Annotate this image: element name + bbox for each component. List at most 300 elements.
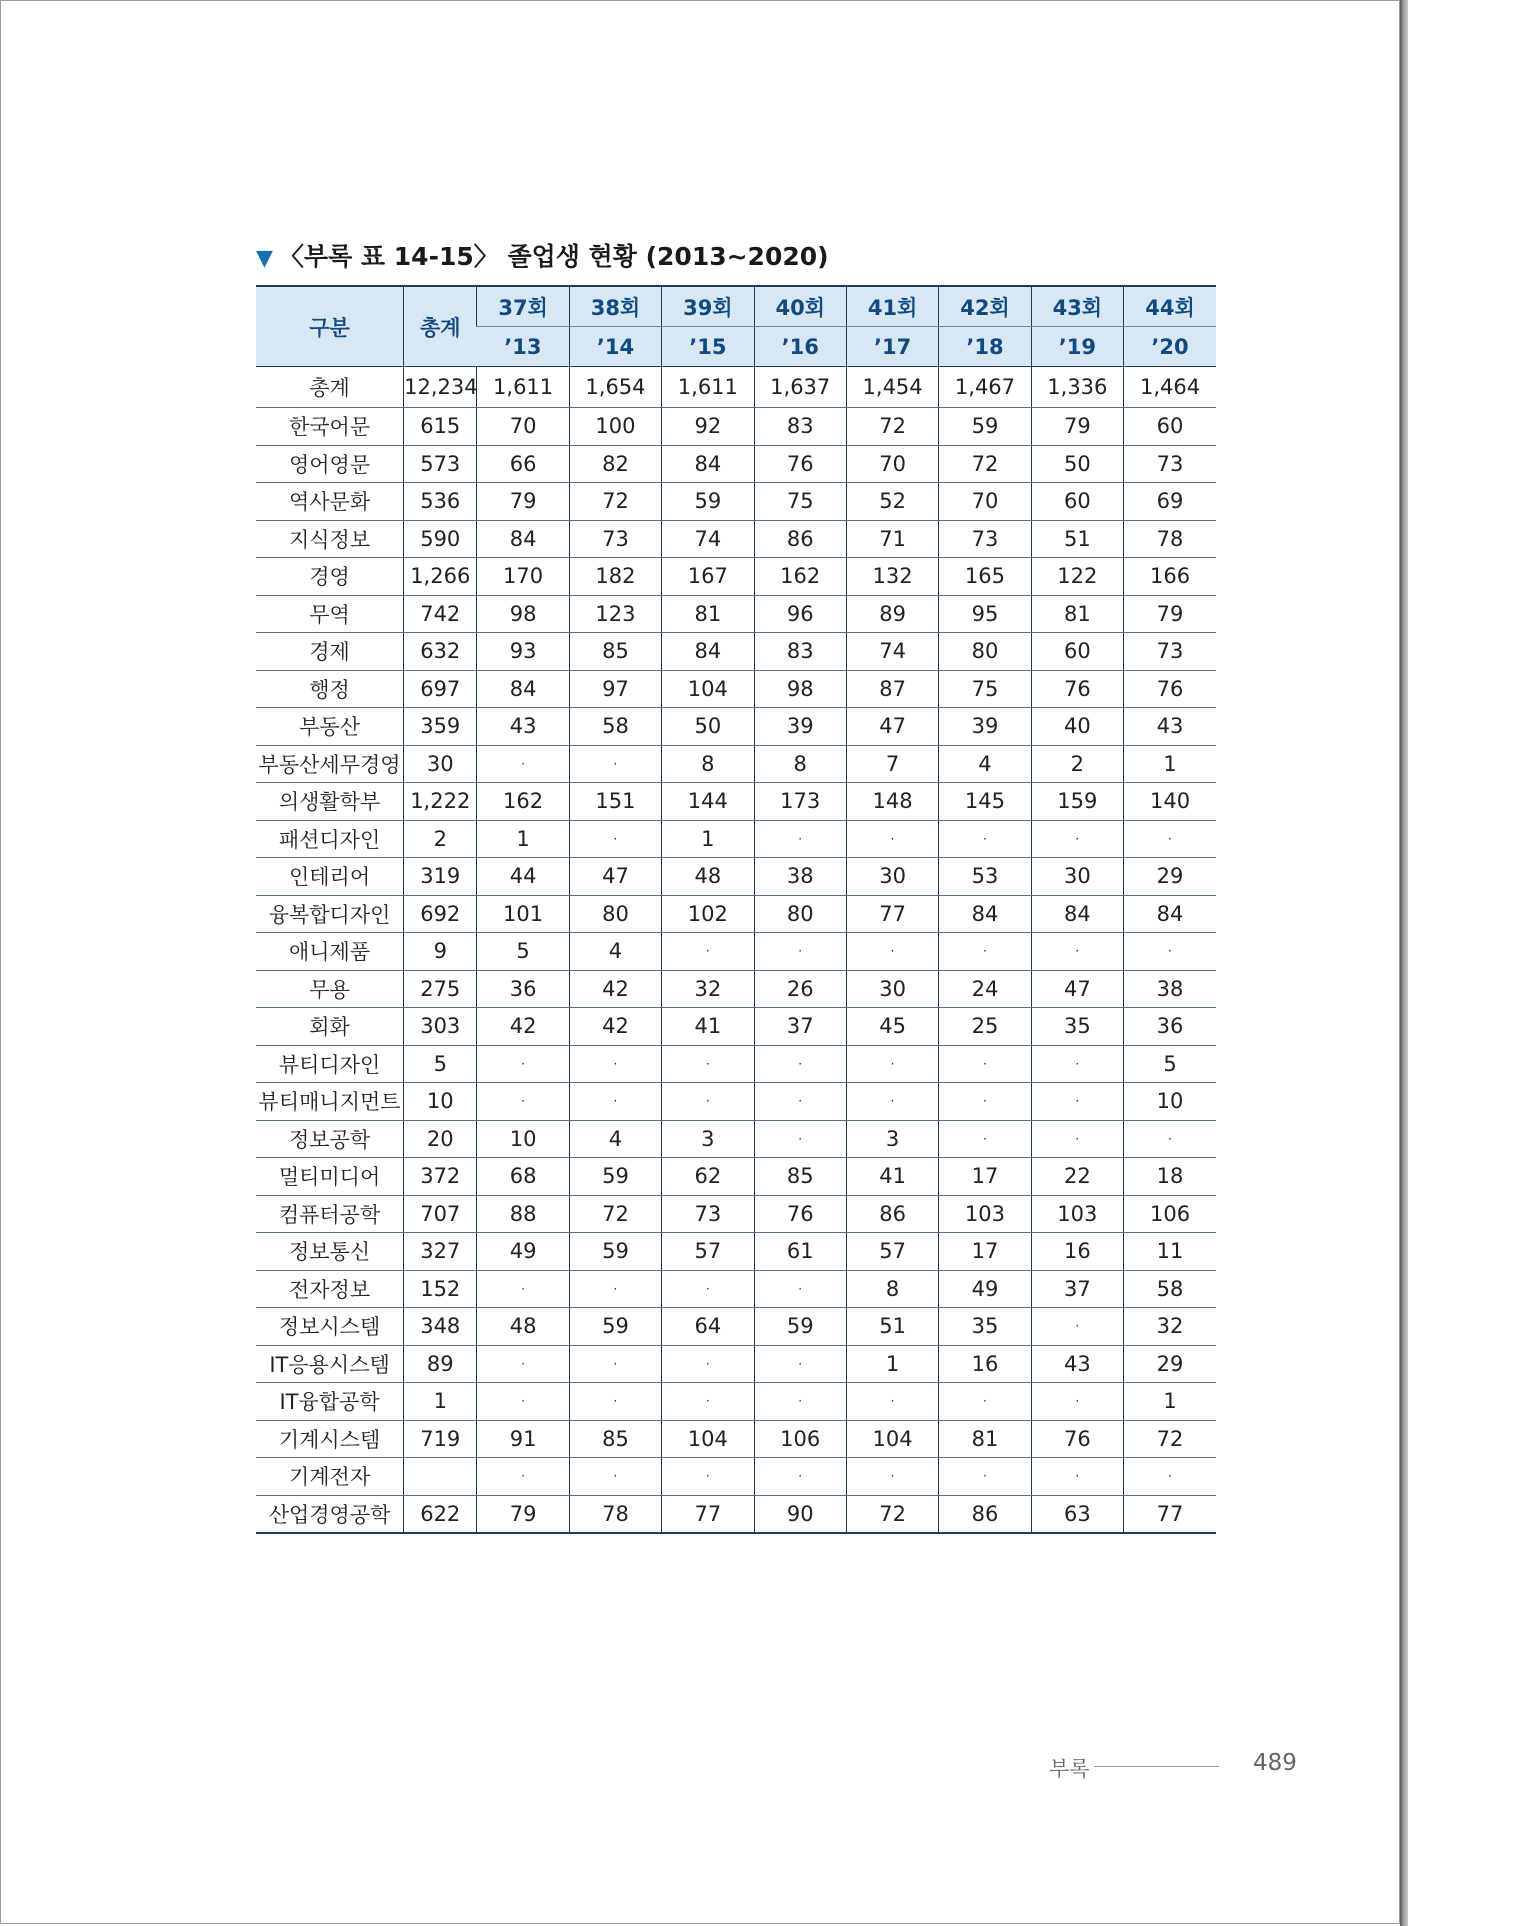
value-cell: 48 — [662, 858, 754, 896]
value-cell: · — [477, 745, 569, 783]
table-row — [256, 1233, 1216, 1271]
value-cell: 85 — [754, 1158, 846, 1196]
table-row — [256, 1008, 1216, 1046]
total-cell: 707 — [404, 1195, 477, 1233]
value-cell: 106 — [754, 1420, 846, 1458]
value-cell: 18 — [1124, 1158, 1216, 1196]
value-cell: 43 — [477, 708, 569, 746]
value-cell: 72 — [939, 445, 1031, 483]
total-cell: 319 — [404, 858, 477, 896]
row-label-cell: 총계 — [256, 367, 404, 408]
value-cell: 4 — [569, 933, 661, 971]
value-cell: 78 — [569, 1495, 661, 1533]
value-cell: 1 — [846, 1345, 938, 1383]
table-row — [256, 408, 1216, 446]
value-cell: 77 — [662, 1495, 754, 1533]
row-label-cell: 지식정보 — [256, 520, 404, 558]
table-row — [256, 783, 1216, 821]
value-cell: 159 — [1031, 783, 1123, 821]
value-cell: 5 — [1124, 1045, 1216, 1083]
value-cell: · — [1031, 1045, 1123, 1083]
value-cell: · — [846, 933, 938, 971]
value-cell: 167 — [662, 558, 754, 596]
header-year: ’13 — [477, 327, 569, 367]
total-cell: 152 — [404, 1270, 477, 1308]
table-row — [256, 1083, 1216, 1121]
value-cell: · — [1124, 820, 1216, 858]
value-cell: 84 — [662, 445, 754, 483]
value-cell: · — [754, 1120, 846, 1158]
table-row — [256, 1345, 1216, 1383]
row-label-cell: 패션디자인 — [256, 820, 404, 858]
value-cell: 79 — [1031, 408, 1123, 446]
value-cell: 84 — [939, 895, 1031, 933]
value-cell: · — [754, 1383, 846, 1421]
value-cell: 3 — [662, 1120, 754, 1158]
value-cell: 97 — [569, 670, 661, 708]
value-cell: · — [1031, 1383, 1123, 1421]
value-cell: · — [662, 1345, 754, 1383]
value-cell: 81 — [939, 1420, 1031, 1458]
graduates-table — [256, 285, 1216, 1534]
total-cell: 30 — [404, 745, 477, 783]
row-label-cell: 기계전자 — [256, 1458, 404, 1496]
row-label-cell: 뷰티매니지먼트 — [256, 1083, 404, 1121]
value-cell: 84 — [477, 520, 569, 558]
value-cell: 166 — [1124, 558, 1216, 596]
value-cell: 92 — [662, 408, 754, 446]
value-cell: 4 — [939, 745, 1031, 783]
value-cell: 4 — [569, 1120, 661, 1158]
value-cell: 104 — [846, 1420, 938, 1458]
value-cell: 1 — [662, 820, 754, 858]
table-row — [256, 895, 1216, 933]
total-cell: 89 — [404, 1345, 477, 1383]
value-cell: · — [939, 933, 1031, 971]
value-cell: 42 — [569, 970, 661, 1008]
value-cell: 106 — [1124, 1195, 1216, 1233]
value-cell: 83 — [754, 408, 846, 446]
value-cell: 38 — [1124, 970, 1216, 1008]
value-cell: 75 — [939, 670, 1031, 708]
value-cell: 78 — [1124, 520, 1216, 558]
row-label-cell: 정보공학 — [256, 1120, 404, 1158]
value-cell: 51 — [846, 1308, 938, 1346]
value-cell: 72 — [569, 1195, 661, 1233]
value-cell: 70 — [477, 408, 569, 446]
value-cell: 32 — [662, 970, 754, 1008]
total-cell: 9 — [404, 933, 477, 971]
header-session: 39회 — [662, 286, 754, 327]
value-cell: · — [569, 745, 661, 783]
table-row — [256, 745, 1216, 783]
total-cell: 622 — [404, 1495, 477, 1533]
value-cell: 57 — [662, 1233, 754, 1271]
row-label-cell: 산업경영공학 — [256, 1495, 404, 1533]
row-label-cell: 부동산세무경영 — [256, 745, 404, 783]
value-cell: 36 — [477, 970, 569, 1008]
total-cell: 20 — [404, 1120, 477, 1158]
value-cell: 17 — [939, 1158, 1031, 1196]
value-cell: 61 — [754, 1233, 846, 1271]
total-cell: 10 — [404, 1083, 477, 1121]
value-cell: 162 — [754, 558, 846, 596]
value-cell: 3 — [846, 1120, 938, 1158]
value-cell: 74 — [662, 520, 754, 558]
value-cell: · — [569, 1383, 661, 1421]
page-number: 489 — [1253, 1750, 1297, 1776]
value-cell: 76 — [1031, 670, 1123, 708]
row-label-cell: 경제 — [256, 633, 404, 671]
table-row — [256, 1158, 1216, 1196]
value-cell: 104 — [662, 1420, 754, 1458]
value-cell: 39 — [939, 708, 1031, 746]
row-label-cell: 뷰티디자인 — [256, 1045, 404, 1083]
value-cell: 64 — [662, 1308, 754, 1346]
value-cell: 71 — [846, 520, 938, 558]
header-session: 38회 — [569, 286, 661, 327]
table-row — [256, 858, 1216, 896]
value-cell: · — [846, 1458, 938, 1496]
value-cell: 72 — [569, 483, 661, 521]
value-cell: 80 — [939, 633, 1031, 671]
value-cell: 58 — [1124, 1270, 1216, 1308]
value-cell: · — [569, 1270, 661, 1308]
value-cell: 96 — [754, 595, 846, 633]
value-cell: 84 — [662, 633, 754, 671]
row-label-cell: IT융합공학 — [256, 1383, 404, 1421]
table-row — [256, 1195, 1216, 1233]
value-cell: 72 — [846, 1495, 938, 1533]
row-label-cell: 무역 — [256, 595, 404, 633]
header-category: 구분 — [256, 286, 404, 367]
table-body — [256, 367, 1216, 1534]
row-label-cell: 무용 — [256, 970, 404, 1008]
header-year: ’15 — [662, 327, 754, 367]
total-cell: 697 — [404, 670, 477, 708]
value-cell: 25 — [939, 1008, 1031, 1046]
value-cell: 16 — [1031, 1233, 1123, 1271]
row-label-cell: 정보통신 — [256, 1233, 404, 1271]
value-cell: 93 — [477, 633, 569, 671]
header-session: 44회 — [1124, 286, 1216, 327]
total-cell: 327 — [404, 1233, 477, 1271]
value-cell: 44 — [477, 858, 569, 896]
value-cell: 41 — [846, 1158, 938, 1196]
header-year: ’16 — [754, 327, 846, 367]
row-label-cell: 정보시스템 — [256, 1308, 404, 1346]
value-cell: 10 — [1124, 1083, 1216, 1121]
total-cell: 1 — [404, 1383, 477, 1421]
value-cell: 132 — [846, 558, 938, 596]
value-cell: 66 — [477, 445, 569, 483]
value-cell: 48 — [477, 1308, 569, 1346]
value-cell: 26 — [754, 970, 846, 1008]
value-cell: 43 — [1031, 1345, 1123, 1383]
table-row — [256, 367, 1216, 408]
value-cell: 103 — [939, 1195, 1031, 1233]
value-cell: 60 — [1031, 483, 1123, 521]
value-cell: · — [477, 1045, 569, 1083]
value-cell: 1,654 — [569, 367, 661, 408]
value-cell: · — [569, 1345, 661, 1383]
value-cell: 165 — [939, 558, 1031, 596]
value-cell: 73 — [569, 520, 661, 558]
value-cell: · — [939, 1045, 1031, 1083]
value-cell: 59 — [569, 1158, 661, 1196]
value-cell: 30 — [846, 858, 938, 896]
table-row — [256, 483, 1216, 521]
value-cell: 29 — [1124, 858, 1216, 896]
value-cell: 104 — [662, 670, 754, 708]
table-row — [256, 1308, 1216, 1346]
total-cell: 359 — [404, 708, 477, 746]
value-cell: 87 — [846, 670, 938, 708]
value-cell: · — [1031, 1120, 1123, 1158]
row-label-cell: 한국어문 — [256, 408, 404, 446]
value-cell: 59 — [754, 1308, 846, 1346]
table-row — [256, 633, 1216, 671]
value-cell: 69 — [1124, 483, 1216, 521]
value-cell: · — [754, 820, 846, 858]
table-row — [256, 445, 1216, 483]
table-row — [256, 1420, 1216, 1458]
value-cell: 68 — [477, 1158, 569, 1196]
row-label-cell: 행정 — [256, 670, 404, 708]
value-cell: 83 — [754, 633, 846, 671]
header-year: ’20 — [1124, 327, 1216, 367]
value-cell: · — [662, 1383, 754, 1421]
value-cell: · — [1124, 1458, 1216, 1496]
value-cell: · — [662, 1083, 754, 1121]
value-cell: 77 — [1124, 1495, 1216, 1533]
value-cell: 52 — [846, 483, 938, 521]
value-cell: 1 — [477, 820, 569, 858]
total-cell: 348 — [404, 1308, 477, 1346]
value-cell: 59 — [569, 1233, 661, 1271]
value-cell: 86 — [754, 520, 846, 558]
value-cell: 70 — [846, 445, 938, 483]
value-cell: 182 — [569, 558, 661, 596]
value-cell: 140 — [1124, 783, 1216, 821]
value-cell: 1,467 — [939, 367, 1031, 408]
value-cell: 35 — [1031, 1008, 1123, 1046]
value-cell: 84 — [1031, 895, 1123, 933]
value-cell: · — [846, 1383, 938, 1421]
value-cell: 76 — [1031, 1420, 1123, 1458]
value-cell: 151 — [569, 783, 661, 821]
total-cell: 719 — [404, 1420, 477, 1458]
row-label-cell: 애니제품 — [256, 933, 404, 971]
row-label-cell: 부동산 — [256, 708, 404, 746]
table-row — [256, 595, 1216, 633]
value-cell: 58 — [569, 708, 661, 746]
table-row — [256, 670, 1216, 708]
value-cell: · — [662, 1270, 754, 1308]
value-cell: 72 — [1124, 1420, 1216, 1458]
value-cell: · — [662, 1458, 754, 1496]
value-cell: · — [754, 1345, 846, 1383]
value-cell: 79 — [477, 1495, 569, 1533]
value-cell: 47 — [846, 708, 938, 746]
row-label-cell: 역사문화 — [256, 483, 404, 521]
table-title-text: 〈부록 표 14-15〉 졸업생 현황 (2013~2020) — [278, 242, 829, 271]
value-cell: 43 — [1124, 708, 1216, 746]
value-cell: 50 — [662, 708, 754, 746]
row-label-cell: 경영 — [256, 558, 404, 596]
value-cell: 74 — [846, 633, 938, 671]
value-cell: 82 — [569, 445, 661, 483]
value-cell: 24 — [939, 970, 1031, 1008]
row-label-cell: 융복합디자인 — [256, 895, 404, 933]
value-cell: 40 — [1031, 708, 1123, 746]
value-cell: · — [477, 1383, 569, 1421]
total-cell: 303 — [404, 1008, 477, 1046]
value-cell: · — [754, 1458, 846, 1496]
value-cell: 32 — [1124, 1308, 1216, 1346]
value-cell: 10 — [477, 1120, 569, 1158]
value-cell: · — [754, 1083, 846, 1121]
value-cell: · — [569, 1083, 661, 1121]
total-cell: 12,234 — [404, 367, 477, 408]
value-cell: 88 — [477, 1195, 569, 1233]
header-session: 37회 — [477, 286, 569, 327]
total-cell: 590 — [404, 520, 477, 558]
value-cell: · — [1031, 1083, 1123, 1121]
value-cell: · — [1124, 933, 1216, 971]
table-row — [256, 708, 1216, 746]
value-cell: 98 — [754, 670, 846, 708]
value-cell: 1,611 — [662, 367, 754, 408]
value-cell: 60 — [1124, 408, 1216, 446]
value-cell: 16 — [939, 1345, 1031, 1383]
value-cell: 57 — [846, 1233, 938, 1271]
value-cell: 123 — [569, 595, 661, 633]
value-cell: · — [939, 1383, 1031, 1421]
total-cell: 1,266 — [404, 558, 477, 596]
value-cell: · — [569, 1045, 661, 1083]
value-cell: 63 — [1031, 1495, 1123, 1533]
value-cell: 80 — [569, 895, 661, 933]
value-cell: 29 — [1124, 1345, 1216, 1383]
value-cell: 90 — [754, 1495, 846, 1533]
total-cell: 372 — [404, 1158, 477, 1196]
value-cell: 59 — [569, 1308, 661, 1346]
value-cell: 49 — [477, 1233, 569, 1271]
value-cell: 79 — [1124, 595, 1216, 633]
value-cell: 30 — [846, 970, 938, 1008]
value-cell: · — [1124, 1120, 1216, 1158]
value-cell: 76 — [754, 445, 846, 483]
page-edge-shadow — [1400, 0, 1408, 1926]
table-row — [256, 1270, 1216, 1308]
value-cell: 8 — [662, 745, 754, 783]
total-cell: 2 — [404, 820, 477, 858]
row-label-cell: 의생활학부 — [256, 783, 404, 821]
value-cell: · — [662, 1045, 754, 1083]
value-cell: 1,336 — [1031, 367, 1123, 408]
value-cell: · — [1031, 933, 1123, 971]
value-cell: 49 — [939, 1270, 1031, 1308]
total-cell: 692 — [404, 895, 477, 933]
value-cell: 62 — [662, 1158, 754, 1196]
value-cell: 79 — [477, 483, 569, 521]
value-cell: 59 — [939, 408, 1031, 446]
value-cell: 8 — [846, 1270, 938, 1308]
header-year: ’18 — [939, 327, 1031, 367]
value-cell: · — [754, 1270, 846, 1308]
total-cell: 1,222 — [404, 783, 477, 821]
value-cell: 1 — [1124, 1383, 1216, 1421]
row-label-cell: 영어영문 — [256, 445, 404, 483]
value-cell: 76 — [754, 1195, 846, 1233]
value-cell: · — [754, 933, 846, 971]
table-row — [256, 1383, 1216, 1421]
value-cell: · — [939, 1083, 1031, 1121]
value-cell: 22 — [1031, 1158, 1123, 1196]
table-row — [256, 1045, 1216, 1083]
value-cell: 148 — [846, 783, 938, 821]
value-cell: · — [1031, 1458, 1123, 1496]
value-cell: 144 — [662, 783, 754, 821]
header-year: ’19 — [1031, 327, 1123, 367]
total-cell: 275 — [404, 970, 477, 1008]
value-cell: 98 — [477, 595, 569, 633]
value-cell: 81 — [1031, 595, 1123, 633]
value-cell: 1,454 — [846, 367, 938, 408]
value-cell: · — [1031, 1308, 1123, 1346]
value-cell: 50 — [1031, 445, 1123, 483]
table-row — [256, 1495, 1216, 1533]
value-cell: 84 — [477, 670, 569, 708]
row-label-cell: 기계시스템 — [256, 1420, 404, 1458]
value-cell: 45 — [846, 1008, 938, 1046]
value-cell: 1,637 — [754, 367, 846, 408]
value-cell: 100 — [569, 408, 661, 446]
table-row — [256, 970, 1216, 1008]
row-label-cell: 회화 — [256, 1008, 404, 1046]
value-cell: · — [754, 1045, 846, 1083]
table-row — [256, 520, 1216, 558]
value-cell: · — [846, 1045, 938, 1083]
value-cell: 70 — [939, 483, 1031, 521]
header-session: 42회 — [939, 286, 1031, 327]
value-cell: 103 — [1031, 1195, 1123, 1233]
row-label-cell: 전자정보 — [256, 1270, 404, 1308]
value-cell: · — [477, 1083, 569, 1121]
value-cell: 42 — [477, 1008, 569, 1046]
value-cell: 8 — [754, 745, 846, 783]
total-cell: 5 — [404, 1045, 477, 1083]
value-cell: · — [569, 1458, 661, 1496]
value-cell: · — [939, 1458, 1031, 1496]
value-cell: 53 — [939, 858, 1031, 896]
header-session: 43회 — [1031, 286, 1123, 327]
value-cell: 173 — [754, 783, 846, 821]
value-cell: 1,464 — [1124, 367, 1216, 408]
table-row — [256, 820, 1216, 858]
total-cell: 632 — [404, 633, 477, 671]
value-cell: 30 — [1031, 858, 1123, 896]
value-cell: 7 — [846, 745, 938, 783]
value-cell: 77 — [846, 895, 938, 933]
value-cell: 89 — [846, 595, 938, 633]
value-cell: 41 — [662, 1008, 754, 1046]
header-total: 총계 — [404, 286, 477, 367]
value-cell: 47 — [1031, 970, 1123, 1008]
value-cell: 39 — [754, 708, 846, 746]
row-label-cell: 컴퓨터공학 — [256, 1195, 404, 1233]
